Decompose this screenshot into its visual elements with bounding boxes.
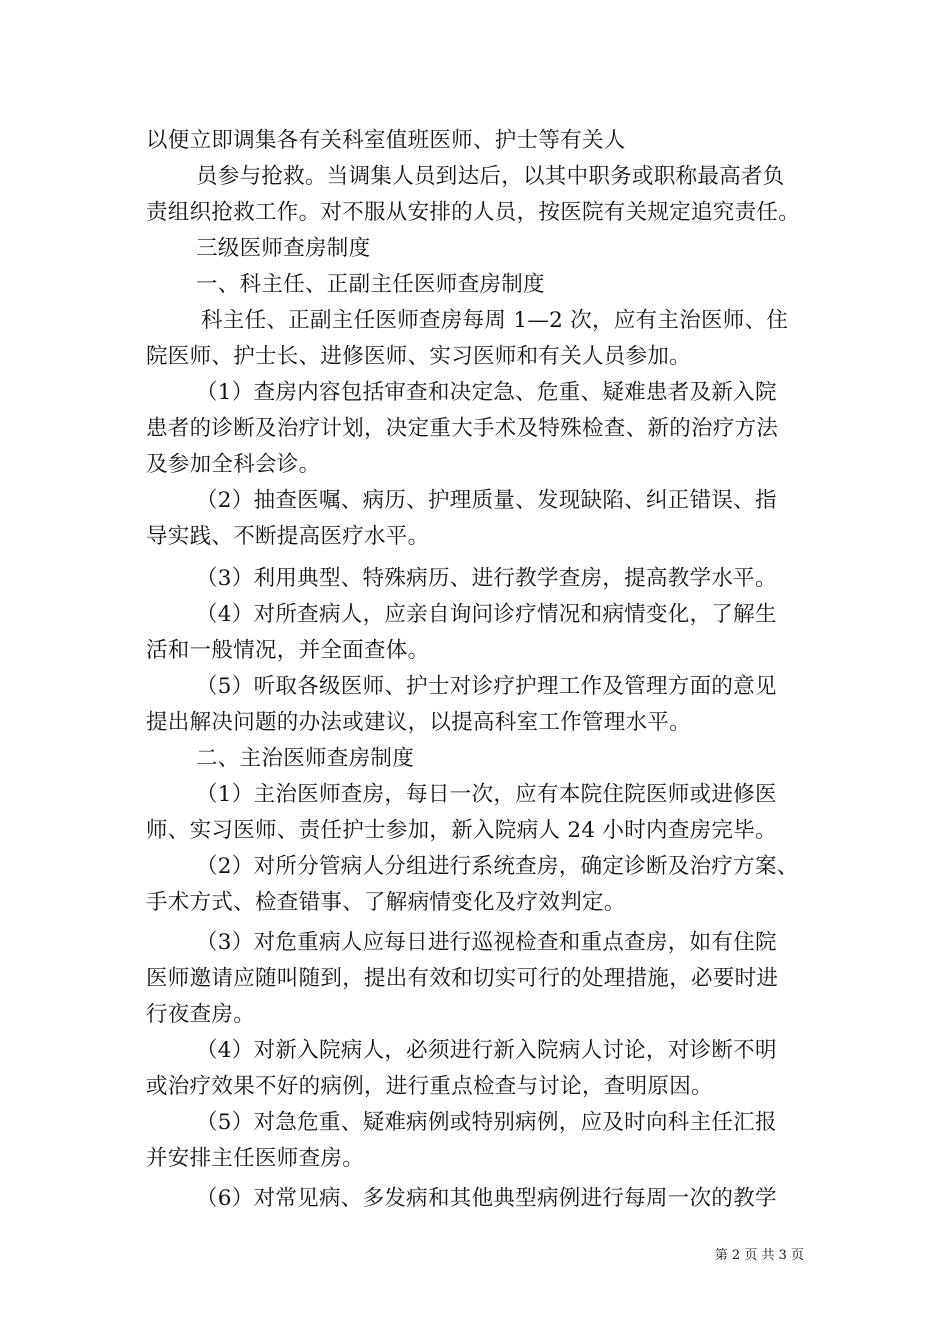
text-line: （5）对急危重、疑难病例或特别病例，应及时向科主任汇报 [196, 1110, 777, 1135]
text-line: 以便立即调集各有关科室值班医师、护士等有关人 [146, 128, 626, 153]
text-line: （5）听取各级医师、护士对诊疗护理工作及管理方面的意见 [196, 674, 777, 699]
text-line: （6）对常见病、多发病和其他典型病例进行每周一次的教学 [196, 1186, 777, 1211]
text-line: 责组织抢救工作。对不服从安排的人员，按医院有关规定追究责任。 [146, 200, 801, 225]
text-line: 医师邀请应随叫随到，提出有效和切实可行的处理措施，必要时进 [146, 966, 779, 991]
text-line: 活和一般情况，并全面查体。 [146, 638, 430, 663]
text-line: 患者的诊断及治疗计划，决定重大手术及特殊检查、新的治疗方法 [146, 416, 779, 441]
page-number: 第 2 页 共 3 页 [714, 1248, 804, 1263]
section-heading: 一、科主任、正副主任医师查房制度 [196, 272, 545, 297]
text-line: 员参与抢救。当调集人员到达后，以其中职务或职称最高者负 [196, 164, 785, 189]
text-line: 提出解决问题的办法或建议，以提高科室工作管理水平。 [146, 710, 692, 735]
text-line: 并安排主任医师查房。 [146, 1146, 365, 1171]
section-title: 三级医师查房制度 [196, 236, 371, 261]
text-line: （4）对所查病人，应亲自询问诊疗情况和病情变化，了解生 [196, 602, 777, 627]
text-line: （3）对危重病人应每日进行巡视检查和重点查房，如有住院 [196, 930, 777, 955]
text-line: 院医师、护士长、进修医师、实习医师和有关人员参加。 [146, 344, 692, 369]
text-line: 师、实习医师、责任护士参加，新入院病人 24 小时内查房完毕。 [146, 818, 777, 843]
text-line: （4）对新入院病人，必须进行新入院病人讨论，对诊断不明 [196, 1038, 777, 1063]
text-line: 或治疗效果不好的病例，进行重点检查与讨论，查明原因。 [146, 1074, 713, 1099]
text-line: （3）利用典型、特殊病历、进行教学查房，提高教学水平。 [196, 566, 777, 591]
text-line: 及参加全科会诊。 [146, 452, 321, 477]
text-line: 导实践、不断提高医疗水平。 [146, 524, 430, 549]
text-line: （2）抽查医嘱、病历、护理质量、发现缺陷、纠正错误、指 [196, 488, 777, 513]
text-line: （1）主治医师查房，每日一次，应有本院住院医师或进修医 [196, 782, 777, 807]
text-line: 行夜查房。 [146, 1002, 256, 1027]
section-heading: 二、主治医师查房制度 [196, 746, 415, 771]
text-line: （1）查房内容包括审查和决定急、危重、疑难患者及新入院 [196, 380, 777, 405]
text-line: 科主任、正副主任医师查房每周 1—2 次，应有主治医师、住 [201, 308, 789, 333]
text-line: （2）对所分管病人分组进行系统查房，确定诊断及治疗方案、 [196, 854, 799, 879]
text-line: 手术方式、检查错事、了解病情变化及疗效判定。 [146, 890, 626, 915]
